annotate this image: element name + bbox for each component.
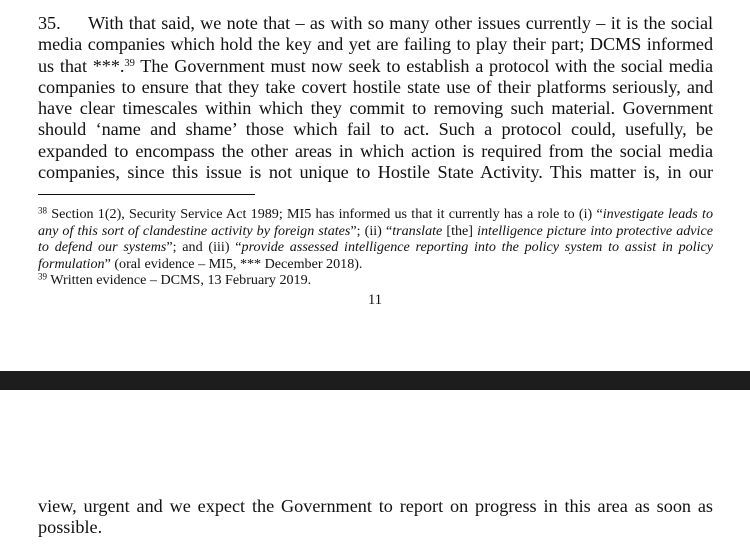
footnote-38-quote-2b: intelligence picture into protective advice to defend our systems: [38, 222, 713, 255]
paragraph-text-part2: The Government must now seek to establish a protocol with the social media companies to ensure that they take covert hostile state use of their platforms seriously, and have clear timescales within which they commit to removing such material. Government should ‘name and shame’ those which fail to act. Such a protocol could, usefully, be expanded to encompass the other areas in which action is required from the social media companies, since this issue is not unique to Hostile State Activity. This matter is, in our: [38, 55, 713, 183]
footnote-38-marker: 38: [38, 205, 47, 216]
footnote-38-text-3: [the]: [442, 222, 478, 239]
footnote-38-text: Section 1(2), Security Service Act 1989; MI5 has informed us that it currently has a role to (i) “: [47, 206, 603, 222]
footnotes: [38, 206, 713, 289]
footnote-38-quote-2a: translate: [392, 222, 443, 239]
paragraph-35: [38, 13, 713, 183]
paragraph-continuation: view, urgent and we expect the Government to report on progress in this area as soon as possible.: [38, 496, 713, 538]
footnote-39: [38, 272, 713, 289]
footnote-39-marker: 39: [38, 271, 47, 282]
footnote-separator: [38, 194, 255, 195]
footnote-38: [38, 206, 713, 272]
paragraph-text-part1: With that said, we note that – as with so many other issues currently – it is the social media companies which hold the key and yet are failing to play their part; DCMS informed us that ***.: [38, 13, 713, 76]
footnote-38-text-5: ” (oral evidence – MI5, *** December 2018).: [104, 255, 363, 272]
paragraph-number: 35.: [38, 13, 61, 33]
footnote-39-text: Written evidence – DCMS, 13 February 2019.: [47, 272, 312, 288]
page-break-bar: [0, 371, 750, 390]
footnote-38-quote-1: investigate leads to any of this sort of clandestine activity by foreign states: [38, 206, 713, 239]
footnote-38-text-2: ”; (ii) “: [350, 222, 393, 239]
footnote-38-quote-3: provide assessed intelligence reporting into the policy system to assist in policy formulation: [38, 239, 714, 272]
page-number: 11: [368, 292, 382, 308]
footnote-ref-39: 39: [124, 57, 135, 69]
footnote-38-text-4: ”; and (iii) “: [166, 239, 242, 255]
